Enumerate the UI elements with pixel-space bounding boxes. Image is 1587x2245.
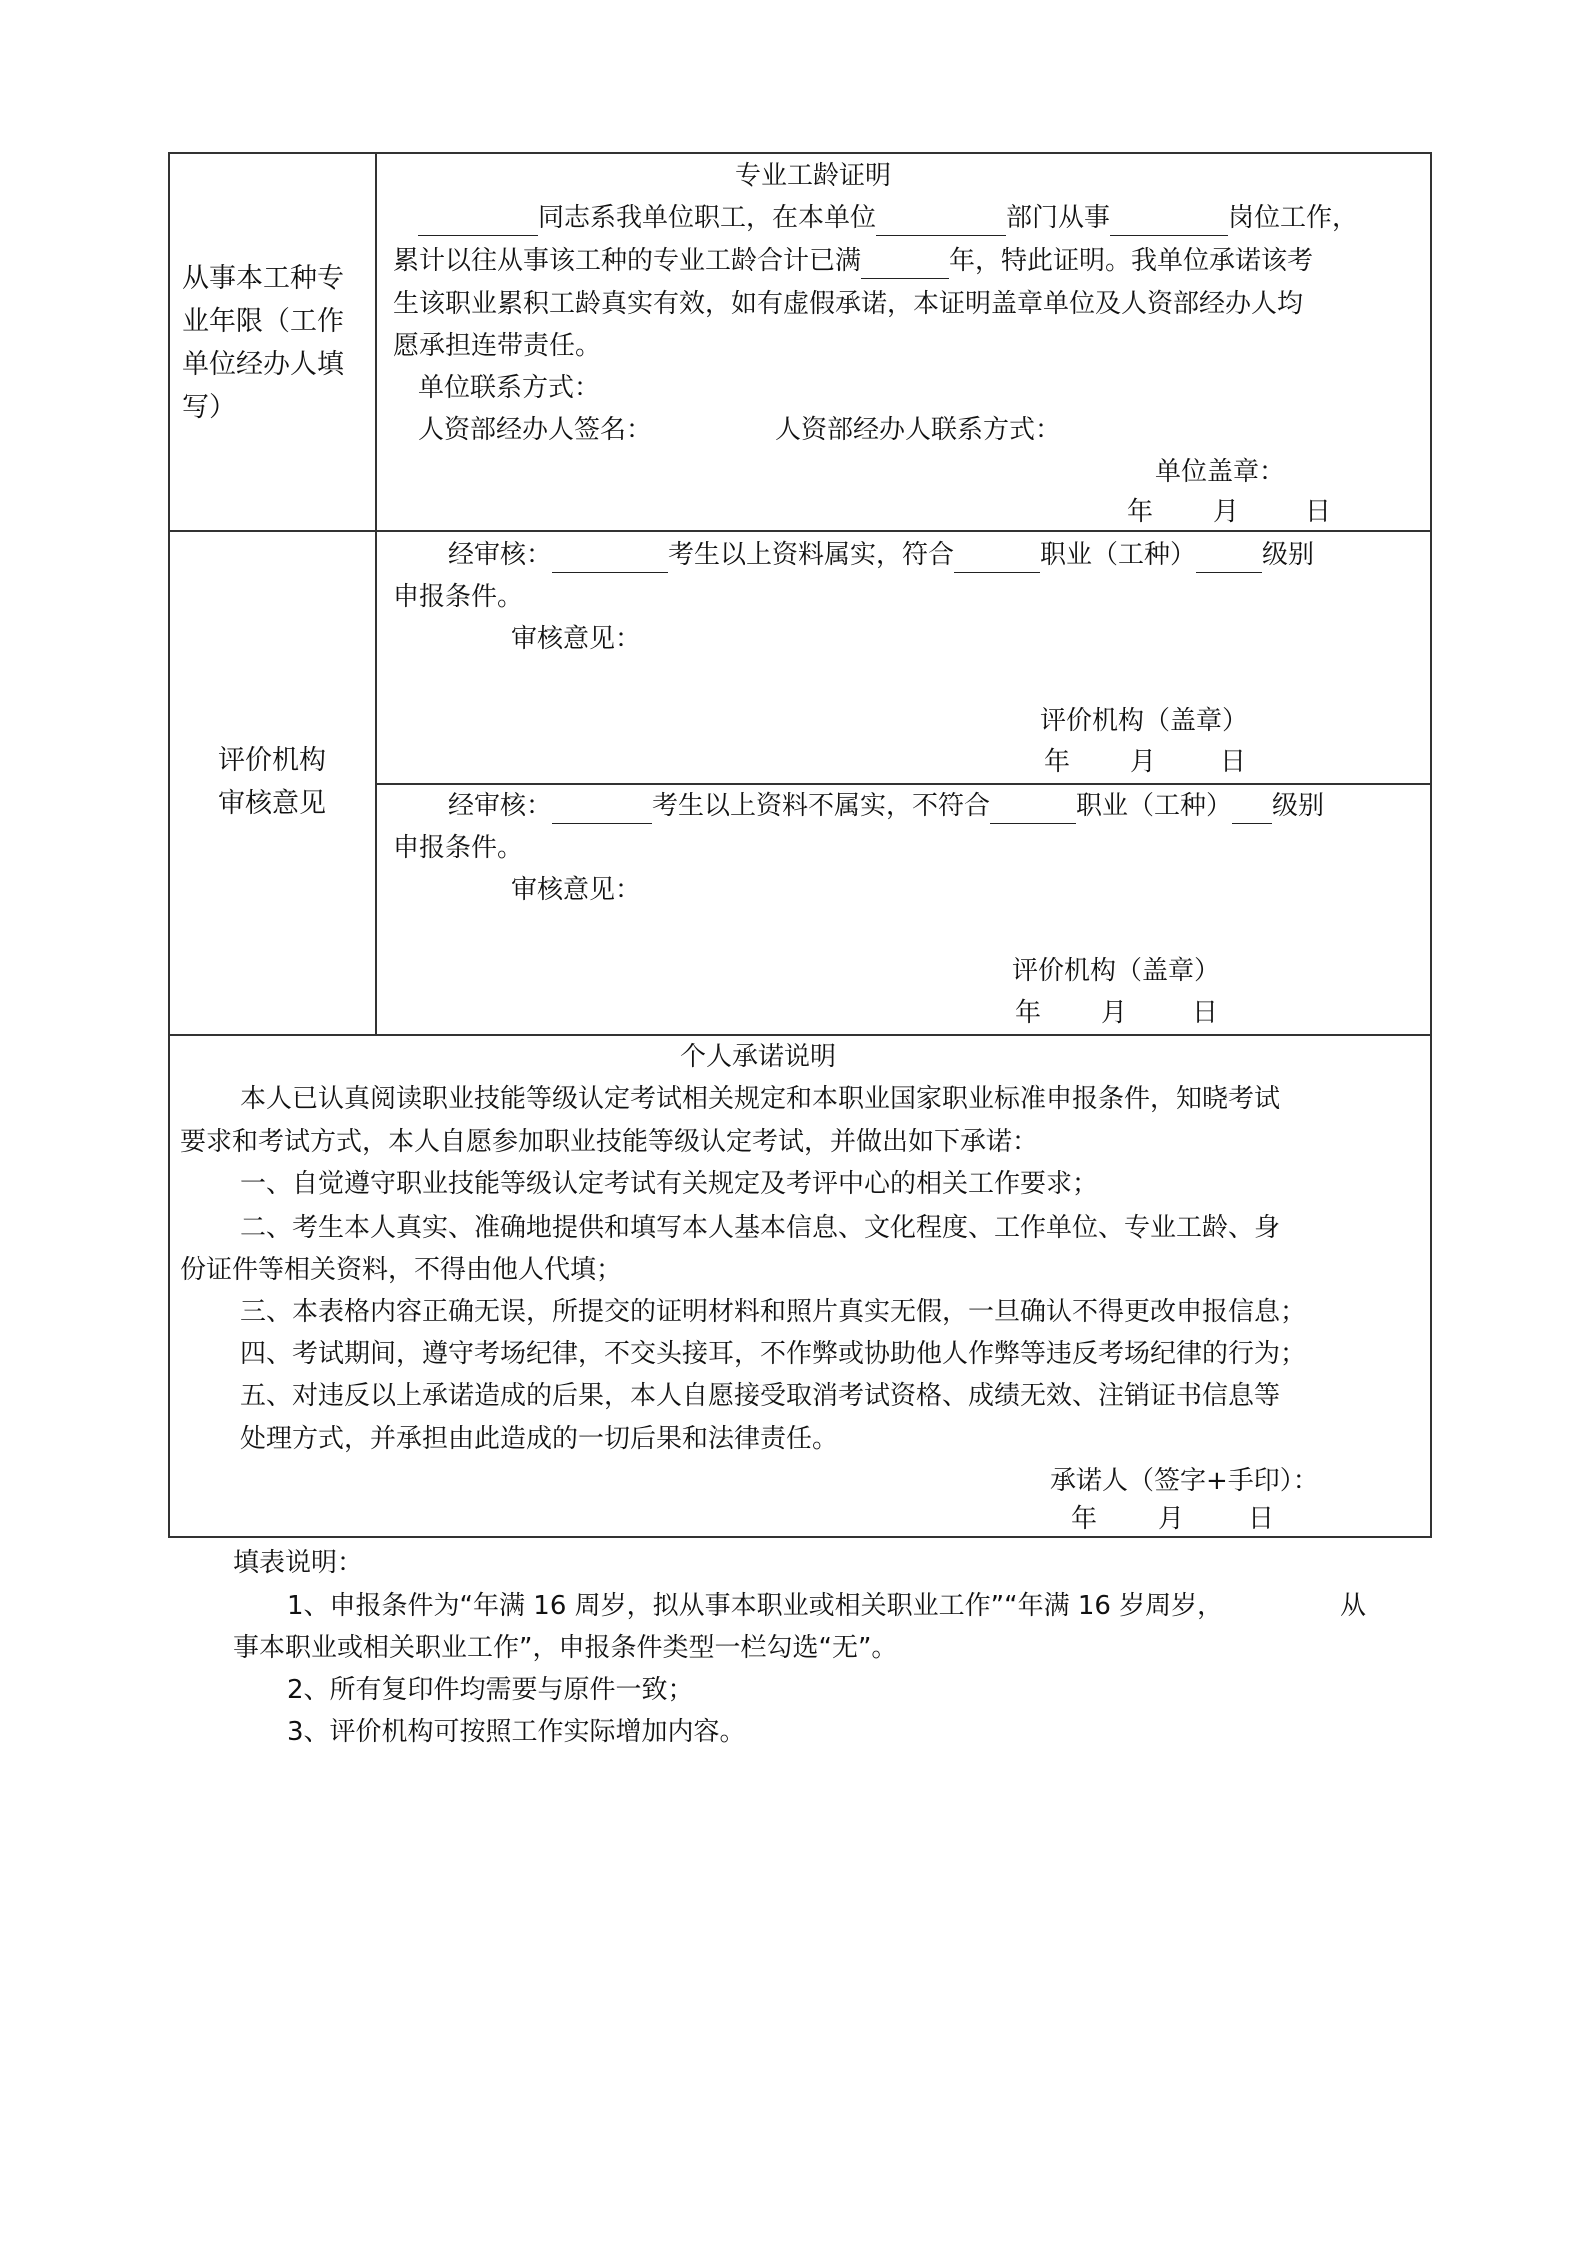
promise-date-month: 月: [1158, 1504, 1185, 1534]
work-years-line2-b: 年，特此证明。我单位承诺该考: [949, 246, 1314, 276]
work-years-date-year: 年: [1127, 497, 1154, 527]
promise-signer-label: 承诺人（签字+手印）：: [1050, 1466, 1319, 1496]
review-fail-c: 职业（工种）: [1076, 791, 1233, 821]
review-pass-line1: [448, 537, 1314, 573]
work-years-date-month: 月: [1213, 497, 1240, 527]
review-pass-blank-2[interactable]: [954, 546, 1040, 573]
review-pass-date-year: 年: [1044, 747, 1071, 777]
notes-item-3: 3、评价机构可按照工作实际增加内容。: [287, 1717, 746, 1747]
hr-contact-label: 人资部经办人联系方式：: [775, 415, 1062, 445]
work-years-line3: 生该职业累积工龄真实有效，如有虚假承诺，本证明盖章单位及人资部经办人均: [393, 289, 1304, 319]
review-pass-blank-3[interactable]: [1196, 546, 1262, 573]
work-years-line2: [393, 243, 1313, 279]
work-years-line4: 愿承担连带责任。: [393, 331, 602, 361]
promise-date-day: 日: [1248, 1504, 1275, 1534]
review-fail-b: 考生以上资料不属实，不符合: [652, 791, 991, 821]
work-years-line2-a: 累计以往从事该工种的专业工龄合计已满: [393, 246, 862, 276]
notes-item-1-l2: 事本职业或相关职业工作”，申报条件类型一栏勾选“无”。: [233, 1633, 898, 1663]
years-blank[interactable]: [861, 252, 949, 279]
department-blank[interactable]: [876, 209, 1006, 236]
review-pass-d: 级别: [1262, 540, 1315, 570]
review-fail-date-day: 日: [1192, 998, 1219, 1028]
review-row-label: [182, 739, 362, 825]
employee-name-blank[interactable]: [418, 209, 538, 236]
promise-title: 个人承诺说明: [680, 1042, 837, 1072]
notes-item-1-l1: 1、申报条件为“年满 16 周岁，拟从事本职业或相关职业工作”“年满 16 岁周岁，: [287, 1591, 1224, 1621]
unit-contact-label: 单位联系方式：: [418, 373, 601, 403]
work-years-line1-c: 岗位工作，: [1228, 203, 1359, 233]
review-fail-line2: 申报条件。: [393, 833, 524, 863]
work-years-line1-a: 同志系我单位职工，在本单位: [538, 203, 877, 233]
row-divider-3: [168, 1034, 1432, 1036]
review-fail-blank-1[interactable]: [552, 797, 652, 824]
review-fail-org: 评价机构（盖章）: [1012, 956, 1221, 986]
review-pass-org: 评价机构（盖章）: [1040, 706, 1249, 736]
review-pass-blank-1[interactable]: [552, 546, 668, 573]
review-fail-date-month: 月: [1101, 998, 1128, 1028]
review-fail-opinion: 审核意见：: [511, 875, 642, 905]
row-divider-2: [375, 783, 1432, 785]
review-pass-c: 职业（工种）: [1040, 540, 1197, 570]
review-pass-date-month: 月: [1130, 747, 1157, 777]
hr-signature-label: 人资部经办人签名：: [418, 415, 653, 445]
review-row-label-1: 评价机构: [218, 745, 326, 776]
work-years-line1: [418, 200, 1358, 236]
review-fail-d: 级别: [1272, 791, 1325, 821]
column-divider: [375, 152, 377, 1035]
promise-item-4: 四、考试期间，遵守考场纪律，不交头接耳，不作弊或协助他人作弊等违反考场纪律的行为；: [240, 1339, 1307, 1369]
promise-item-5-l1: 五、对违反以上承诺造成的后果，本人自愿接受取消考试资格、成绩无效、注销证书信息等: [240, 1381, 1281, 1411]
work-years-title: 专业工龄证明: [735, 161, 892, 191]
review-fail-blank-2[interactable]: [990, 797, 1076, 824]
review-fail-line1: [448, 788, 1324, 824]
review-pass-line2: 申报条件。: [393, 582, 524, 612]
promise-item-3: 三、本表格内容正确无误，所提交的证明材料和照片真实无假，一旦确认不得更改申报信息；: [240, 1297, 1307, 1327]
notes-item-2: 2、所有复印件均需要与原件一致；: [287, 1675, 694, 1705]
review-fail-date-year: 年: [1015, 998, 1042, 1028]
promise-item-2-l1: 二、考生本人真实、准确地提供和填写本人基本信息、文化程度、工作单位、专业工龄、身: [240, 1213, 1281, 1243]
promise-p1-l2: 要求和考试方式，本人自愿参加职业技能等级认定考试，并做出如下承诺：: [180, 1127, 1039, 1157]
work-years-date-day: 日: [1305, 497, 1332, 527]
notes-title: 填表说明：: [233, 1548, 364, 1578]
review-pass-b: 考生以上资料属实，符合: [668, 540, 955, 570]
notes-item-1-tail: 从: [1340, 1591, 1367, 1621]
unit-seal-label: 单位盖章：: [1155, 457, 1286, 487]
review-row-label-2: 审核意见: [218, 788, 326, 819]
promise-date-year: 年: [1071, 1504, 1098, 1534]
promise-p1-l1: 本人已认真阅读职业技能等级认定考试相关规定和本职业国家职业标准申报条件，知晓考试: [240, 1084, 1281, 1114]
review-fail-a: 经审核：: [448, 791, 553, 821]
review-pass-date-day: 日: [1220, 747, 1247, 777]
row-divider-1: [168, 530, 1432, 532]
position-blank[interactable]: [1110, 209, 1228, 236]
promise-item-5-l2: 处理方式，并承担由此造成的一切后果和法律责任。: [240, 1424, 839, 1454]
review-pass-opinion: 审核意见：: [511, 624, 642, 654]
promise-item-1: 一、自觉遵守职业技能等级认定考试有关规定及考评中心的相关工作要求；: [240, 1169, 1099, 1199]
review-fail-blank-3[interactable]: [1232, 797, 1272, 824]
promise-item-2-l2: 份证件等相关资料，不得由他人代填；: [180, 1255, 623, 1285]
work-years-line1-b: 部门从事: [1006, 203, 1111, 233]
work-years-row-label: 从事本工种专业年限（工作单位经办人填写）: [182, 263, 344, 423]
review-pass-a: 经审核：: [448, 540, 553, 570]
